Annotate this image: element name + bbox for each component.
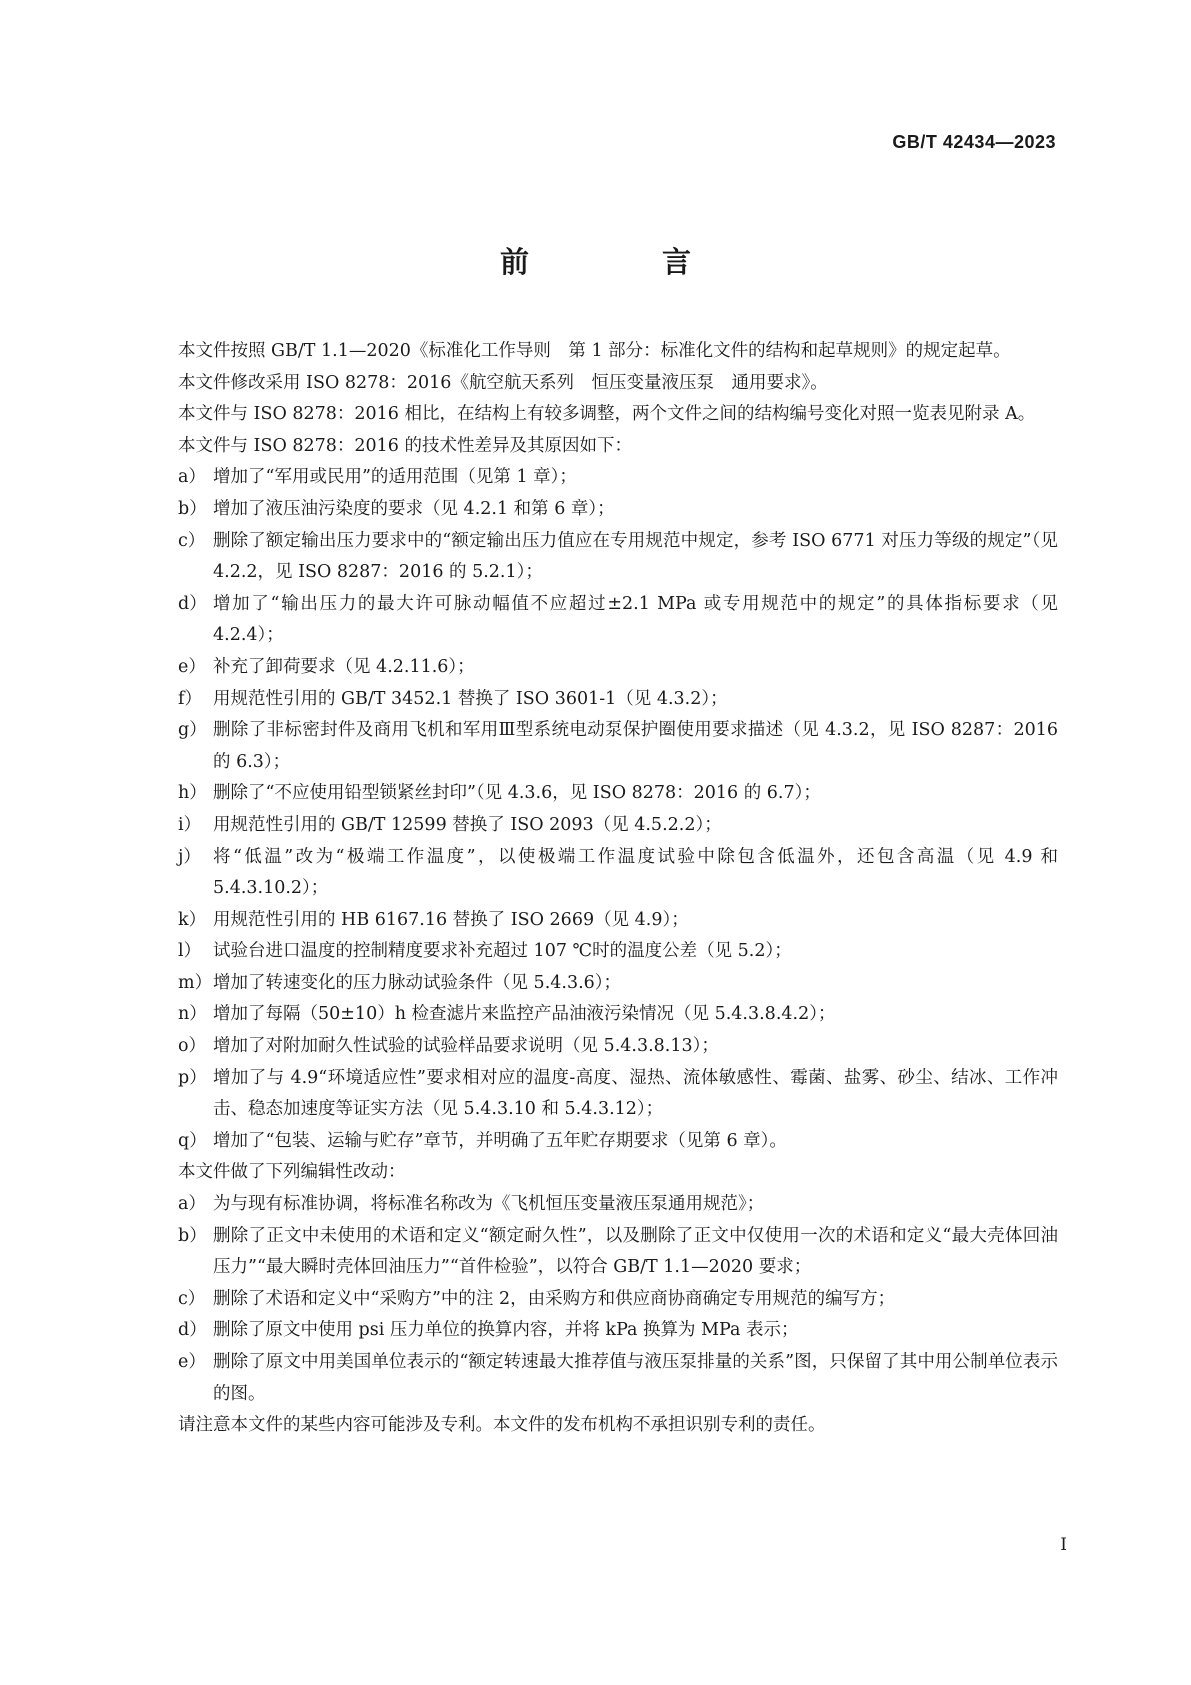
- list-item-text: 增加了“包装、运输与贮存”章节，并明确了五年贮存期要求（见第 6 章）。: [213, 1130, 787, 1151]
- standard-code: GB/T 42434—2023: [892, 132, 1056, 152]
- list-item-text: 增加了转速变化的压力脉动试验条件（见 5.4.3.6）；: [213, 972, 622, 993]
- list-item: [143, 778, 1058, 810]
- list-marker: b）: [178, 498, 207, 519]
- list-item-text: 删除了原文中使用 psi 压力单位的换算内容，并将 kPa 换算为 MPa 表示；: [213, 1320, 799, 1341]
- paragraph-adoption: 本文件修改采用 ISO 8278：2016《航空航天系列 恒压变量液压泵 通用要求》。: [178, 372, 828, 393]
- list-item: [143, 1031, 1058, 1063]
- technical-differences-list: [143, 462, 1058, 1157]
- list-item: [143, 462, 1058, 494]
- list-item-text: 用规范性引用的 GB/T 3452.1 替换了 ISO 3601-1（见 4.3.2）；: [213, 688, 728, 709]
- list-item-text: 补充了卸荷要求（见 4.2.11.6）；: [213, 656, 475, 677]
- list-item-text: 试验台进口温度的控制精度要求补充超过 107 ℃时的温度公差（见 5.2）；: [213, 941, 792, 962]
- list-item-text: 删除了正文中未使用的术语和定义“额定耐久性”，以及删除了正文中仅使用一次的术语和定义“最大壳体回油压力”“最大瞬时壳体回油压力”“首件检验”，以符合 GB/T 1.1—2020 要求；: [213, 1225, 1058, 1278]
- list-marker: d）: [178, 593, 207, 614]
- list-item: [143, 589, 1058, 652]
- document-body: [143, 336, 1058, 1442]
- list-item: [143, 968, 1058, 1000]
- list-item-text: 用规范性引用的 GB/T 12599 替换了 ISO 2093（见 4.5.2.2）；: [213, 814, 722, 835]
- list-item: [143, 905, 1058, 937]
- list-item: [143, 494, 1058, 526]
- list-marker: l）: [178, 941, 202, 962]
- list-item: [143, 715, 1058, 778]
- list-item: [143, 1063, 1058, 1126]
- list-marker: q）: [178, 1130, 207, 1151]
- list-item-text: 增加了与 4.9“环境适应性”要求相对应的温度-高度、湿热、流体敏感性、霉菌、盐雾、砂尘、结冰、工作冲击、稳态加速度等证实方法（见 5.4.3.10 和 5.4.3.12）；: [213, 1067, 1058, 1120]
- list-item-text: 增加了每隔（50±10）h 检查滤片来监控产品油液污染情况（见 5.4.3.8.4.2）；: [213, 1004, 836, 1025]
- list-item: [143, 652, 1058, 684]
- list-item: [143, 999, 1058, 1031]
- list-item: [143, 1284, 1058, 1316]
- list-item-text: 为与现有标准协调，将标准名称改为《飞机恒压变量液压泵通用规范》；: [213, 1194, 765, 1215]
- list-item: [143, 936, 1058, 968]
- list-marker: j）: [178, 846, 201, 867]
- list-item-text: 删除了非标密封件及商用飞机和军用Ⅲ型系统电动泵保护圈使用要求描述（见 4.3.2，见 ISO 8287：2016 的 6.3）；: [213, 720, 1058, 772]
- list-item-text: 增加了“军用或民用”的适用范围（见第 1 章）；: [213, 467, 577, 488]
- list-item: [143, 1221, 1058, 1284]
- list-item: [143, 1347, 1058, 1410]
- list-marker: c）: [178, 530, 206, 551]
- list-marker: i）: [178, 814, 202, 835]
- list-marker: n）: [178, 1004, 207, 1025]
- list-marker: g）: [178, 720, 207, 741]
- paragraph-technical-differences-intro: 本文件与 ISO 8278：2016 的技术性差异及其原因如下：: [178, 435, 633, 456]
- list-item-text: 增加了对附加耐久性试验的试验样品要求说明（见 5.4.3.8.13）；: [213, 1036, 719, 1057]
- paragraph-structure-changes: 本文件与 ISO 8278：2016 相比，在结构上有较多调整，两个文件之间的结构编号变化对照一览表见附录 A。: [178, 404, 1036, 425]
- paragraph-editorial-changes-intro: 本文件做了下列编辑性改动：: [178, 1162, 406, 1183]
- list-item-text: 删除了术语和定义中“采购方”中的注 2，由采购方和供应商协商确定专用规范的编写方；: [213, 1288, 896, 1309]
- list-marker: c）: [178, 1288, 206, 1309]
- list-marker: b）: [178, 1225, 207, 1246]
- list-item: [143, 1126, 1058, 1158]
- list-item-text: 删除了“不应使用铅型锁紧丝封印”（见 4.3.6，见 ISO 8278：2016 的 6.7）；: [213, 783, 821, 804]
- list-item: [143, 684, 1058, 716]
- list-item-text: 删除了原文中用美国单位表示的“额定转速最大推荐值与液压泵排量的关系”图，只保留了其中用公制单位表示的图。: [213, 1352, 1058, 1404]
- list-marker: m）: [178, 972, 213, 993]
- list-item: [143, 1189, 1058, 1221]
- list-item-text: 删除了额定输出压力要求中的“额定输出压力值应在专用规范中规定，参考 ISO 6771 对压力等级的规定”（见 4.2.2，见 ISO 8287：2016 的 5.2.1）；: [213, 530, 1058, 583]
- editorial-changes-list: [143, 1189, 1058, 1410]
- list-item-text: 将“低温”改为“极端工作温度”，以使极端工作温度试验中除包含低温外，还包含高温（见 4.9 和 5.4.3.10.2）；: [213, 846, 1058, 899]
- list-marker: o）: [178, 1036, 207, 1057]
- list-item-text: 用规范性引用的 HB 6167.16 替换了 ISO 2669（见 4.9）；: [213, 909, 689, 930]
- list-marker: p）: [178, 1067, 207, 1088]
- list-marker: e）: [178, 656, 206, 677]
- paragraph-drafting-rules: 本文件按照 GB/T 1.1—2020《标准化工作导则 第 1 部分：标准化文件的结构和起草规则》的规定起草。: [178, 341, 1011, 361]
- page-title: 前 言: [499, 245, 743, 279]
- list-marker: k）: [178, 909, 207, 930]
- list-marker: d）: [178, 1320, 207, 1341]
- list-marker: a）: [178, 1194, 206, 1215]
- page-number: I: [1060, 1535, 1067, 1555]
- list-marker: e）: [178, 1352, 206, 1372]
- list-marker: a）: [178, 467, 206, 488]
- list-marker: f）: [178, 688, 202, 709]
- paragraph-patent-notice: 请注意本文件的某些内容可能涉及专利。本文件的发布机构不承担识别专利的责任。: [178, 1415, 826, 1436]
- list-marker: h）: [178, 783, 207, 804]
- list-item: [143, 842, 1058, 905]
- list-item-text: 增加了液压油污染度的要求（见 4.2.1 和第 6 章）；: [213, 498, 615, 519]
- list-item: [143, 1315, 1058, 1347]
- list-item: [143, 526, 1058, 589]
- list-item: [143, 810, 1058, 842]
- list-item-text: 增加了“输出压力的最大许可脉动幅值不应超过±2.1 MPa 或专用规范中的规定”的具体指标要求（见 4.2.4）；: [213, 593, 1058, 646]
